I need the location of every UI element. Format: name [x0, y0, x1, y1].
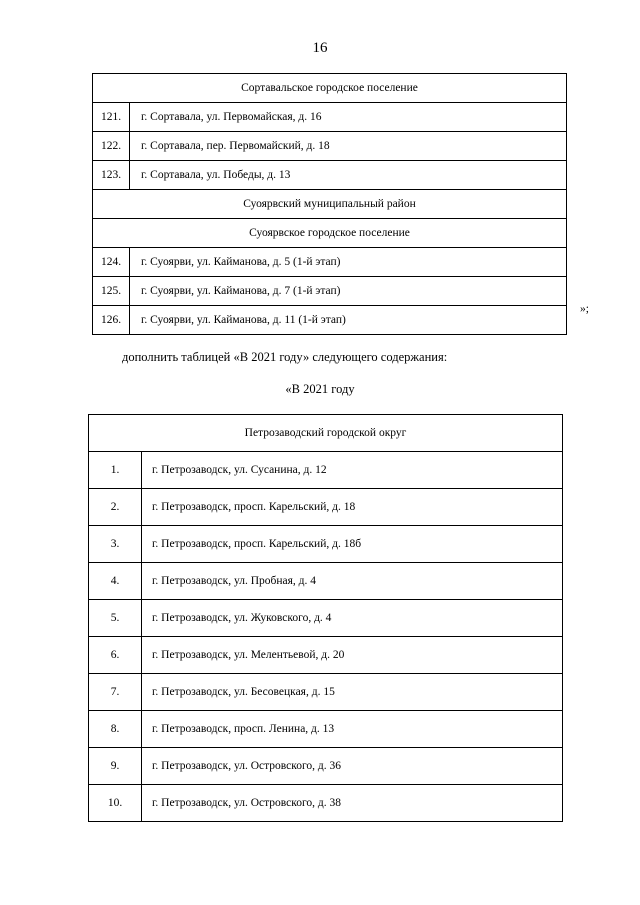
section-header-row	[93, 190, 567, 219]
table-row	[89, 526, 563, 563]
row-number: 7.	[89, 674, 142, 711]
closing-quote: »;	[580, 303, 589, 315]
row-number: 4.	[89, 563, 142, 600]
row-address: г. Петрозаводск, ул. Сусанина, д. 12	[142, 452, 563, 489]
table-row	[89, 785, 563, 822]
row-address: г. Петрозаводск, ул. Жуковского, д. 4	[142, 600, 563, 637]
table-row	[89, 452, 563, 489]
table-row	[89, 674, 563, 711]
table-row	[93, 306, 567, 335]
row-address: г. Петрозаводск, просп. Ленина, д. 13	[142, 711, 563, 748]
row-number: 10.	[89, 785, 142, 822]
row-number: 121.	[93, 103, 130, 132]
row-address: г. Петрозаводск, ул. Мелентьевой, д. 20	[142, 637, 563, 674]
table-row	[89, 600, 563, 637]
row-number: 1.	[89, 452, 142, 489]
row-number: 126.	[93, 306, 130, 335]
table-row	[89, 563, 563, 600]
row-number: 5.	[89, 600, 142, 637]
row-number: 2.	[89, 489, 142, 526]
page-number: 16	[312, 40, 328, 56]
table-2021-heading: «В 2021 году	[285, 382, 355, 396]
section-header-row	[93, 219, 567, 248]
row-address: г. Петрозаводск, ул. Пробная, д. 4	[142, 563, 563, 600]
section-header-row	[93, 74, 567, 103]
row-address: г. Петрозаводск, ул. Островского, д. 38	[142, 785, 563, 822]
table-body	[93, 74, 567, 335]
row-number: 6.	[89, 637, 142, 674]
table-row	[93, 103, 567, 132]
row-number: 124.	[93, 248, 130, 277]
row-address: г. Сортавала, пер. Первомайский, д. 18	[130, 132, 567, 161]
row-number: 122.	[93, 132, 130, 161]
table-2020-continuation	[92, 73, 567, 335]
row-address: г. Петрозаводск, ул. Островского, д. 36	[142, 748, 563, 785]
row-address: г. Суоярви, ул. Кайманова, д. 11 (1-й этап)	[130, 306, 567, 335]
section-header-row	[89, 415, 563, 452]
row-number: 8.	[89, 711, 142, 748]
row-address: г. Сортавала, ул. Первомайская, д. 16	[130, 103, 567, 132]
table-row	[89, 711, 563, 748]
table-2021	[88, 414, 563, 822]
table-row	[93, 248, 567, 277]
section-header: Сортавальское городское поселение	[93, 74, 567, 103]
row-number: 3.	[89, 526, 142, 563]
row-address: г. Петрозаводск, просп. Карельский, д. 18	[142, 489, 563, 526]
section-header: Суоярвский муниципальный район	[93, 190, 567, 219]
table-row	[89, 489, 563, 526]
table-row	[93, 161, 567, 190]
row-number: 123.	[93, 161, 130, 190]
row-address: г. Петрозаводск, просп. Карельский, д. 18б	[142, 526, 563, 563]
section-header: Суоярвское городское поселение	[93, 219, 567, 248]
row-address: г. Суоярви, ул. Кайманова, д. 5 (1-й этап)	[130, 248, 567, 277]
row-address: г. Петрозаводск, ул. Бесовецкая, д. 15	[142, 674, 563, 711]
row-number: 9.	[89, 748, 142, 785]
row-address: г. Сортавала, ул. Победы, д. 13	[130, 161, 567, 190]
section-header: Петрозаводский городской округ	[89, 415, 563, 452]
table-row	[93, 277, 567, 306]
table-row	[89, 637, 563, 674]
table-body	[89, 415, 563, 822]
row-address: г. Суоярви, ул. Кайманова, д. 7 (1-й этап)	[130, 277, 567, 306]
instruction-text: дополнить таблицей «В 2021 году» следующего содержания:	[122, 350, 448, 364]
table-row	[89, 748, 563, 785]
row-number: 125.	[93, 277, 130, 306]
table-row	[93, 132, 567, 161]
